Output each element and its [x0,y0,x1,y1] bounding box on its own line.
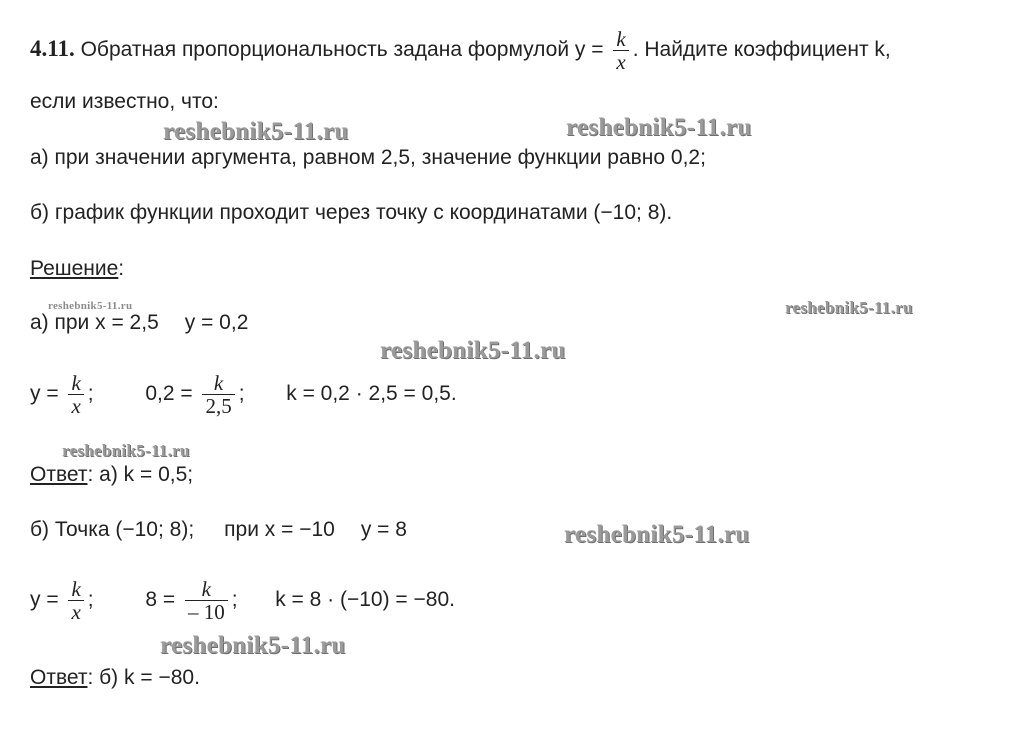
a-calc-f1-den: x [71,393,81,418]
b-calc-result: k = 8 · (−10) = −80. [275,588,455,611]
a-calc-fraction-1 [68,372,83,417]
formula-numerator: k [613,28,628,51]
b-calc-semicolon-2: ; [231,588,238,611]
problem-number: 4.11. [30,36,75,62]
a-given-y: y = 0,2 [184,311,249,334]
answer-b [30,666,200,690]
problem-line-1 [30,28,891,73]
solution-a-calc [30,366,457,422]
answer-b-text: : б) k = −80. [87,666,200,689]
formula-denominator: x [616,50,626,74]
a-calc-eq2: 0,2 = [145,382,193,405]
solution-heading-colon: : [118,257,125,280]
a-calc-y-eq: y = [30,382,59,405]
problem-item-b: б) график функции проходит через точку с координатами (−10; 8). [30,201,673,224]
a-calc-f2-num: k [202,372,234,395]
b-given-y: y = 8 [360,518,407,541]
a-calc-f1-num: k [68,372,83,395]
answer-a-label: Ответ [30,463,88,486]
watermark: reshebnik5-11.ru [48,300,133,312]
problem-text-before: Обратная пропорциональность задана формулой y = [80,38,604,62]
b-calc-eq2: 8 = [145,588,176,611]
a-calc-fraction-2 [202,372,234,417]
b-calc-semicolon-1: ; [87,588,94,611]
b-calc-y-eq: y = [30,588,59,611]
problem-line-2: если известно, что: [30,90,219,113]
b-calc-fraction-1 [68,578,83,623]
solution-b-given [30,518,407,542]
b-calc-fraction-2 [185,578,228,623]
solution-heading-label: Решение [30,257,119,280]
watermark: reshebnik5-11.ru [564,521,750,548]
watermark: reshebnik5-11.ru [785,298,913,317]
b-calc-f1-den: x [71,599,81,624]
watermark: reshebnik5-11.ru [163,118,349,145]
a-calc-semicolon-2: ; [238,382,245,405]
solution-a-given [30,311,248,335]
b-given-x: при x = −10 [224,518,335,541]
solution-b-calc [30,572,455,628]
watermark: reshebnik5-11.ru [62,441,190,460]
a-calc-semicolon-1: ; [87,382,94,405]
answer-b-label: Ответ [30,666,88,689]
watermark: reshebnik5-11.ru [160,632,346,659]
b-calc-f1-num: k [68,578,83,601]
answer-a-text: : а) k = 0,5; [87,463,194,486]
solution-heading [30,257,124,281]
watermark: reshebnik5-11.ru [380,337,566,364]
problem-item-a: а) при значении аргумента, равном 2,5, значение функции равно 0,2; [30,146,706,169]
answer-a [30,463,193,487]
watermark: reshebnik5-11.ru [566,114,752,141]
b-given-point: б) Точка (−10; 8); [30,518,195,541]
b-calc-f2-den: – 10 [187,599,225,624]
a-calc-result: k = 0,2 · 2,5 = 0,5. [286,382,457,405]
b-calc-f2-num: k [185,578,228,601]
a-given-x: а) при x = 2,5 [30,311,159,334]
formula-fraction [613,28,628,73]
problem-text-after: . Найдите коэффициент k, [632,38,891,62]
a-calc-f2-den: 2,5 [205,393,232,418]
